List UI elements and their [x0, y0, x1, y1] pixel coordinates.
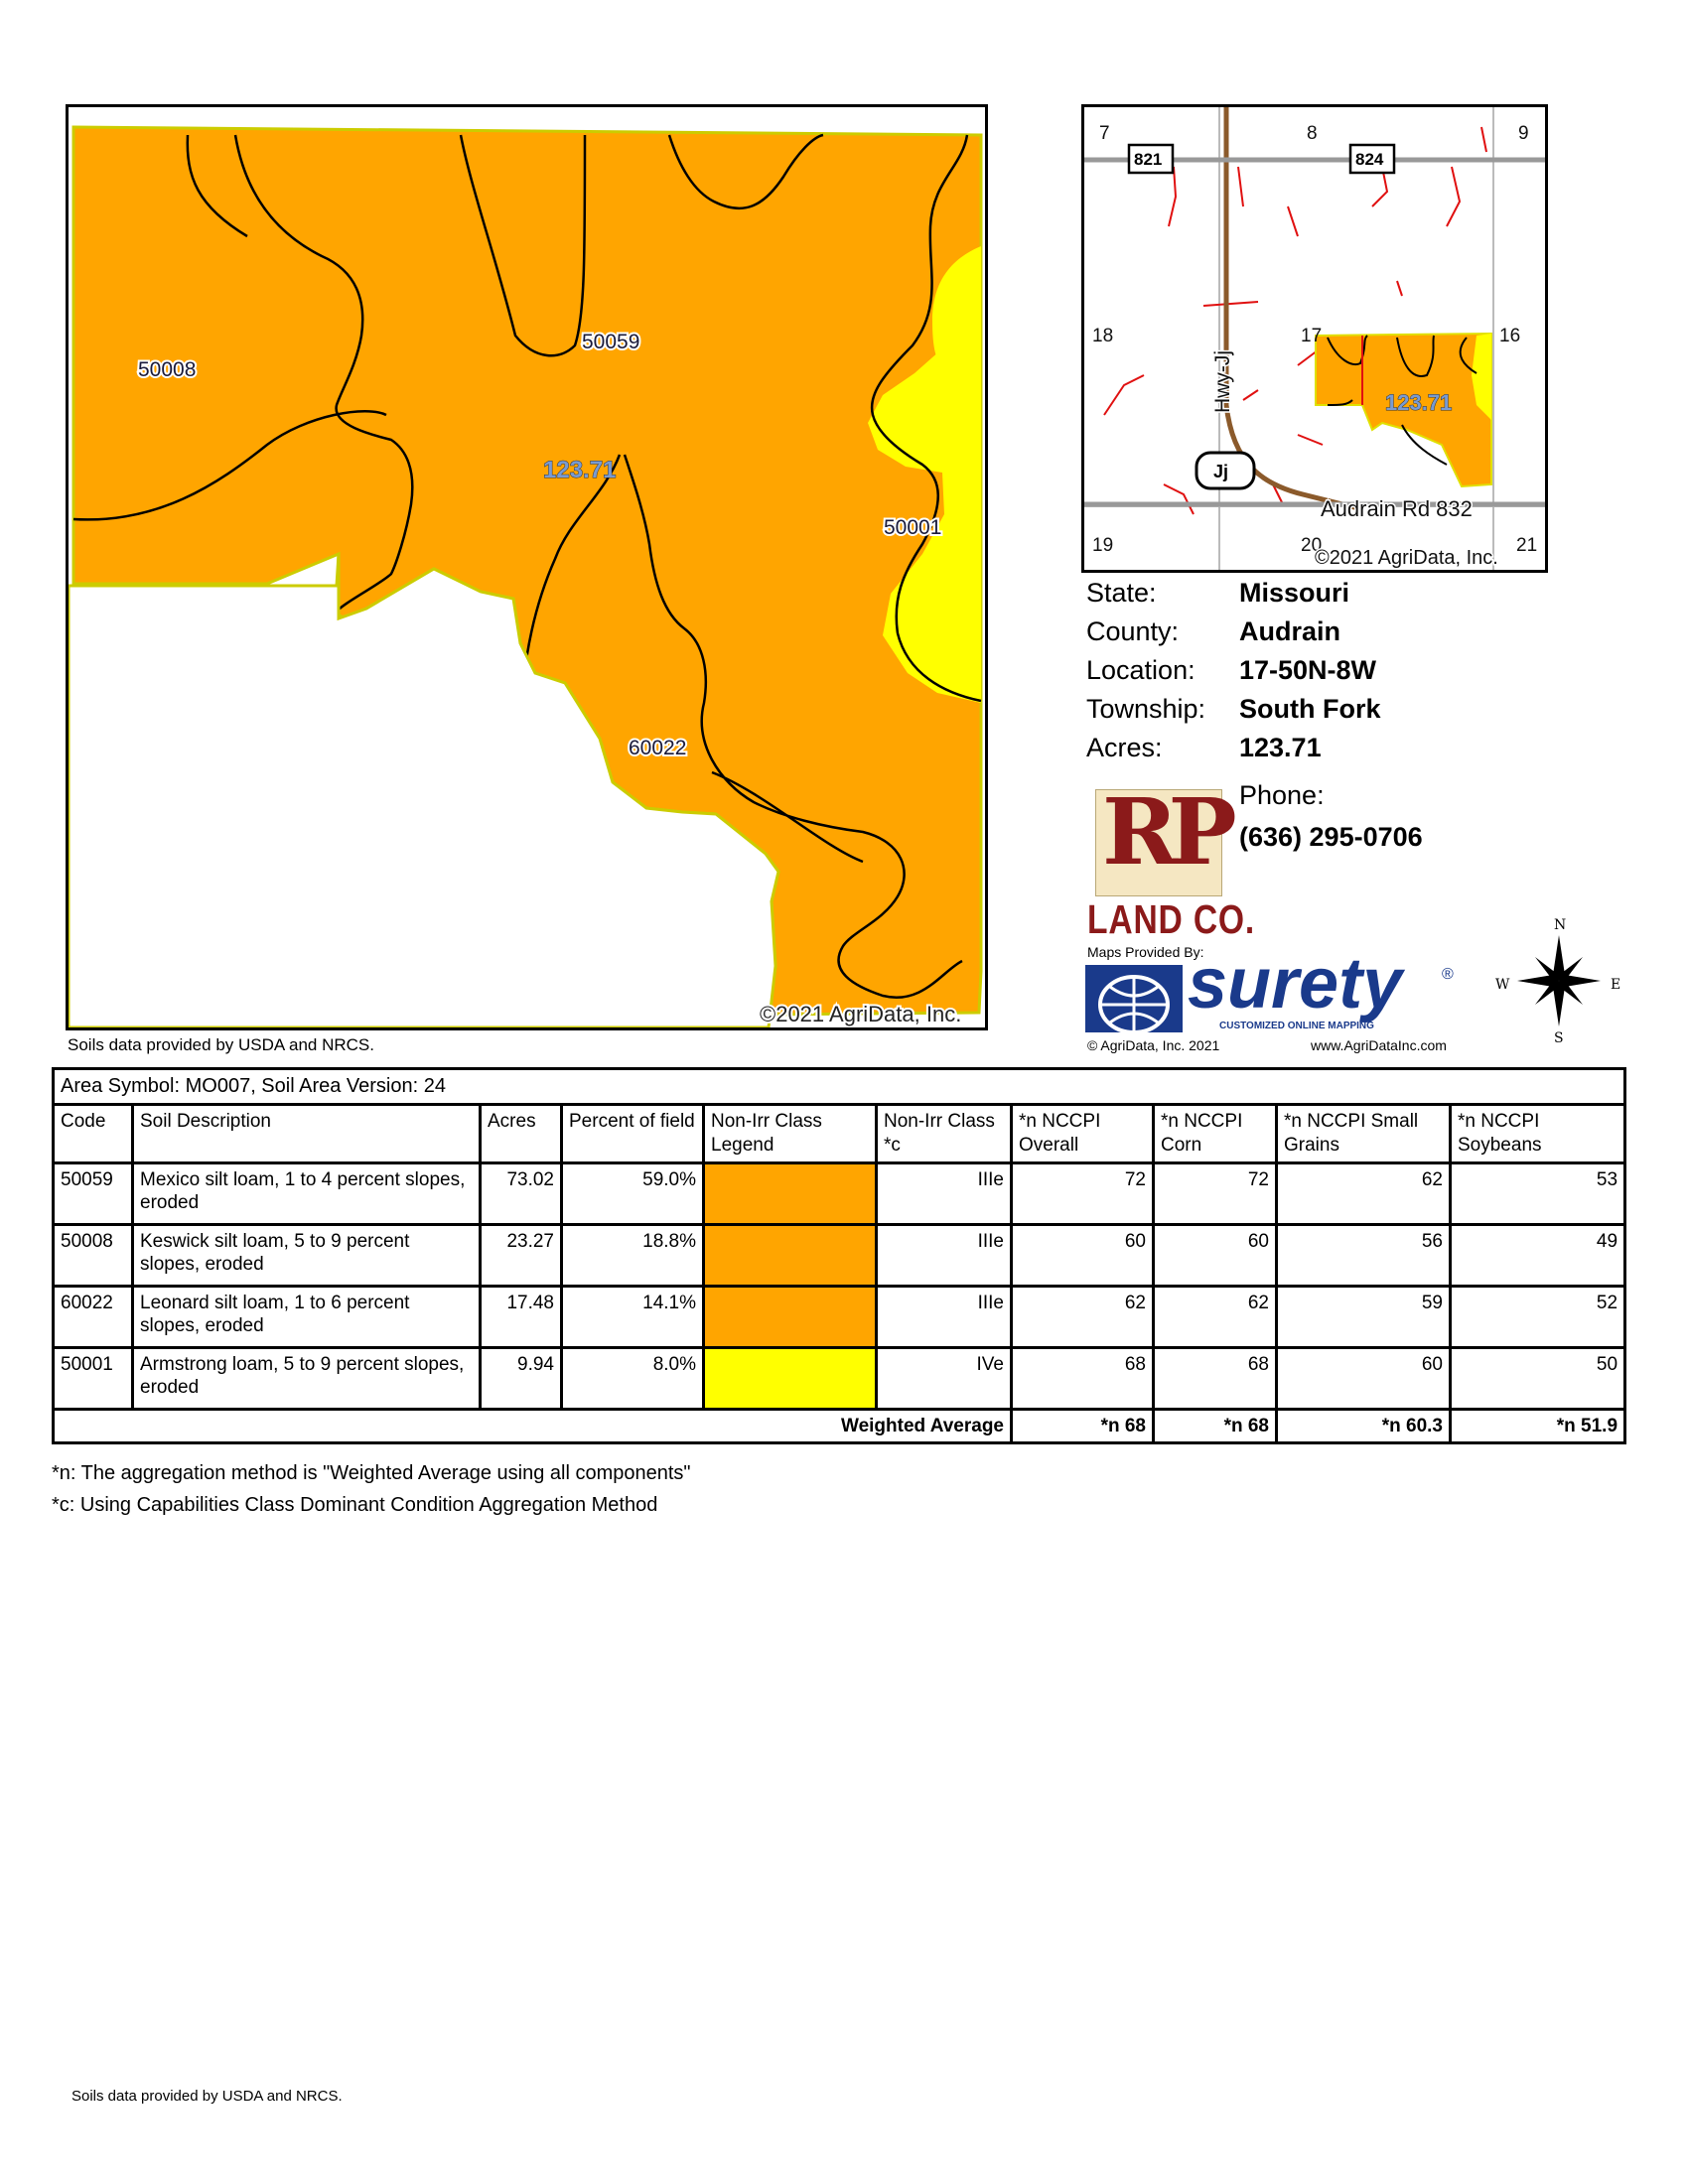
col-nccpi-small-grains: *n NCCPI Small Grains [1277, 1105, 1451, 1163]
rp-logo-letters: RP [1102, 778, 1227, 886]
location-value: 17-50N-8W [1239, 655, 1377, 685]
footer-source-note: Soils data provided by USDA and NRCS. [71, 2088, 343, 2105]
cell-desc: Armstrong loam, 5 to 9 percent slopes, eroded [133, 1347, 481, 1409]
zone-label-50059: 50059 [582, 331, 640, 353]
table-row [54, 1347, 1625, 1409]
cell-soybeans: 52 [1451, 1286, 1625, 1347]
cell-legend-swatch [704, 1224, 877, 1286]
section-7: 7 [1099, 123, 1110, 144]
table-header [54, 1105, 1625, 1163]
cell-small-grains: 56 [1277, 1224, 1451, 1286]
cell-code: 50001 [54, 1347, 133, 1409]
section-16: 16 [1499, 326, 1521, 346]
cell-legend-swatch [704, 1347, 877, 1409]
weighted-average-label: Weighted Average [54, 1409, 1012, 1443]
soil-map[interactable] [66, 104, 988, 1030]
cell-pct: 8.0% [562, 1347, 704, 1409]
cell-desc: Leonard silt loam, 1 to 6 percent slopes, eroded [133, 1286, 481, 1347]
cell-soybeans: 50 [1451, 1347, 1625, 1409]
cell-class: IIIe [877, 1286, 1012, 1347]
wavg-small-grains: *n 60.3 [1277, 1409, 1451, 1443]
streams [1104, 127, 1486, 514]
cell-code: 60022 [54, 1286, 133, 1347]
weighted-average-row [54, 1409, 1625, 1443]
cell-class: IIIe [877, 1162, 1012, 1224]
section-19: 19 [1092, 535, 1114, 556]
zone-label-50008: 50008 [138, 358, 197, 381]
compass-e: E [1611, 977, 1621, 993]
soil-table [52, 1067, 1626, 1444]
road-label: Audrain Rd 832 [1321, 496, 1473, 521]
cell-soybeans: 53 [1451, 1162, 1625, 1224]
cell-desc: Keswick silt loam, 5 to 9 percent slopes, eroded [133, 1224, 481, 1286]
col-nccpi-soybeans: *n NCCPI Soybeans [1451, 1105, 1625, 1163]
map-copyright: ©2021 AgriData, Inc. [760, 1002, 962, 1026]
cell-small-grains: 60 [1277, 1347, 1451, 1409]
cell-acres: 17.48 [481, 1286, 562, 1347]
map-source-note: Soils data provided by USDA and NRCS. [68, 1035, 374, 1054]
section-20: 20 [1301, 535, 1323, 556]
col-acres: Acres [481, 1105, 562, 1163]
zone-label-50001: 50001 [884, 516, 942, 539]
maps-provided-by: Maps Provided By: [1087, 944, 1204, 960]
wavg-overall: *n 68 [1012, 1409, 1154, 1443]
rp-logo [1095, 778, 1227, 896]
section-18: 18 [1092, 326, 1114, 346]
cell-pct: 14.1% [562, 1286, 704, 1347]
agridata-url[interactable]: www.AgriDataInc.com [1311, 1037, 1447, 1053]
compass-rose-icon [1489, 915, 1628, 1044]
cell-code: 50059 [54, 1162, 133, 1224]
acres-label: Acres: [1086, 733, 1163, 762]
col-class: Non-Irr Class *c [877, 1105, 1012, 1163]
compass-n: N [1554, 917, 1567, 933]
route-821-shield: 821 [1134, 150, 1163, 169]
cell-acres: 9.94 [481, 1347, 562, 1409]
wavg-soybeans: *n 51.9 [1451, 1409, 1625, 1443]
cell-pct: 18.8% [562, 1224, 704, 1286]
field-acres-label: 123.71 [543, 457, 617, 483]
surety-globe-icon [1085, 965, 1183, 1032]
township-label: Township: [1086, 694, 1206, 724]
cell-class: IVe [877, 1347, 1012, 1409]
cell-small-grains: 59 [1277, 1286, 1451, 1347]
note-c: *c: Using Capabilities Class Dominant Condition Aggregation Method [52, 1494, 658, 1516]
section-17: 17 [1301, 326, 1323, 346]
inset-copyright: ©2021 AgriData, Inc. [1315, 547, 1498, 569]
cell-class: IIIe [877, 1224, 1012, 1286]
cell-small-grains: 62 [1277, 1162, 1451, 1224]
inset-map-canvas [1084, 107, 1545, 570]
phone-value: (636) 295-0706 [1239, 822, 1423, 852]
location-label: Location: [1086, 655, 1196, 685]
note-n: *n: The aggregation method is "Weighted Average using all components" [52, 1462, 691, 1484]
cell-corn: 72 [1154, 1162, 1277, 1224]
table-row [54, 1286, 1625, 1347]
township-value: South Fork [1239, 694, 1381, 724]
compass-s: S [1554, 1030, 1564, 1046]
cell-acres: 73.02 [481, 1162, 562, 1224]
col-nccpi-corn: *n NCCPI Corn [1154, 1105, 1277, 1163]
cell-acres: 23.27 [481, 1224, 562, 1286]
surety-wordmark: surety [1188, 944, 1403, 1024]
cell-legend-swatch [704, 1162, 877, 1224]
cell-pct: 59.0% [562, 1162, 704, 1224]
col-class-legend: Non-Irr Class Legend [704, 1105, 877, 1163]
highway-jj [1226, 107, 1362, 509]
cell-overall: 68 [1012, 1347, 1154, 1409]
phone-label: Phone: [1239, 780, 1325, 810]
section-21: 21 [1516, 535, 1538, 556]
section-8: 8 [1307, 123, 1318, 144]
cell-desc: Mexico silt loam, 1 to 4 percent slopes, eroded [133, 1162, 481, 1224]
section-9: 9 [1518, 123, 1529, 144]
state-label: State: [1086, 578, 1157, 608]
state-value: Missouri [1239, 578, 1350, 608]
soil-map-canvas [69, 107, 985, 1027]
jj-shield: Jj [1213, 462, 1229, 481]
cell-overall: 62 [1012, 1286, 1154, 1347]
col-percent: Percent of field [562, 1105, 704, 1163]
route-824-shield: 824 [1355, 150, 1384, 169]
cell-legend-swatch [704, 1286, 877, 1347]
col-nccpi-overall: *n NCCPI Overall [1012, 1105, 1154, 1163]
highway-label: Hwy-Jj [1211, 350, 1234, 413]
surety-tagline: CUSTOMIZED ONLINE MAPPING [1219, 1021, 1374, 1031]
cell-corn: 60 [1154, 1224, 1277, 1286]
cell-overall: 60 [1012, 1224, 1154, 1286]
table-row [54, 1224, 1625, 1286]
wavg-corn: *n 68 [1154, 1409, 1277, 1443]
acres-value: 123.71 [1239, 733, 1322, 762]
inset-field-label: 123.71 [1385, 390, 1453, 415]
surety-registered-mark: ® [1442, 966, 1454, 983]
table-row [54, 1162, 1625, 1224]
cell-soybeans: 49 [1451, 1224, 1625, 1286]
cell-code: 50008 [54, 1224, 133, 1286]
col-code: Code [54, 1105, 133, 1163]
county-value: Audrain [1239, 616, 1341, 646]
col-soil-description: Soil Description [133, 1105, 481, 1163]
area-symbol: Area Symbol: MO007, Soil Area Version: 24 [54, 1069, 1625, 1105]
zone-label-60022: 60022 [629, 737, 687, 759]
cell-corn: 68 [1154, 1347, 1277, 1409]
location-inset-map[interactable] [1081, 104, 1548, 573]
cell-corn: 62 [1154, 1286, 1277, 1347]
land-co-wordmark: LAND CO. [1087, 896, 1256, 942]
compass-w: W [1495, 977, 1510, 993]
agridata-copyright: © AgriData, Inc. 2021 [1087, 1037, 1220, 1053]
cell-overall: 72 [1012, 1162, 1154, 1224]
county-label: County: [1086, 616, 1180, 646]
